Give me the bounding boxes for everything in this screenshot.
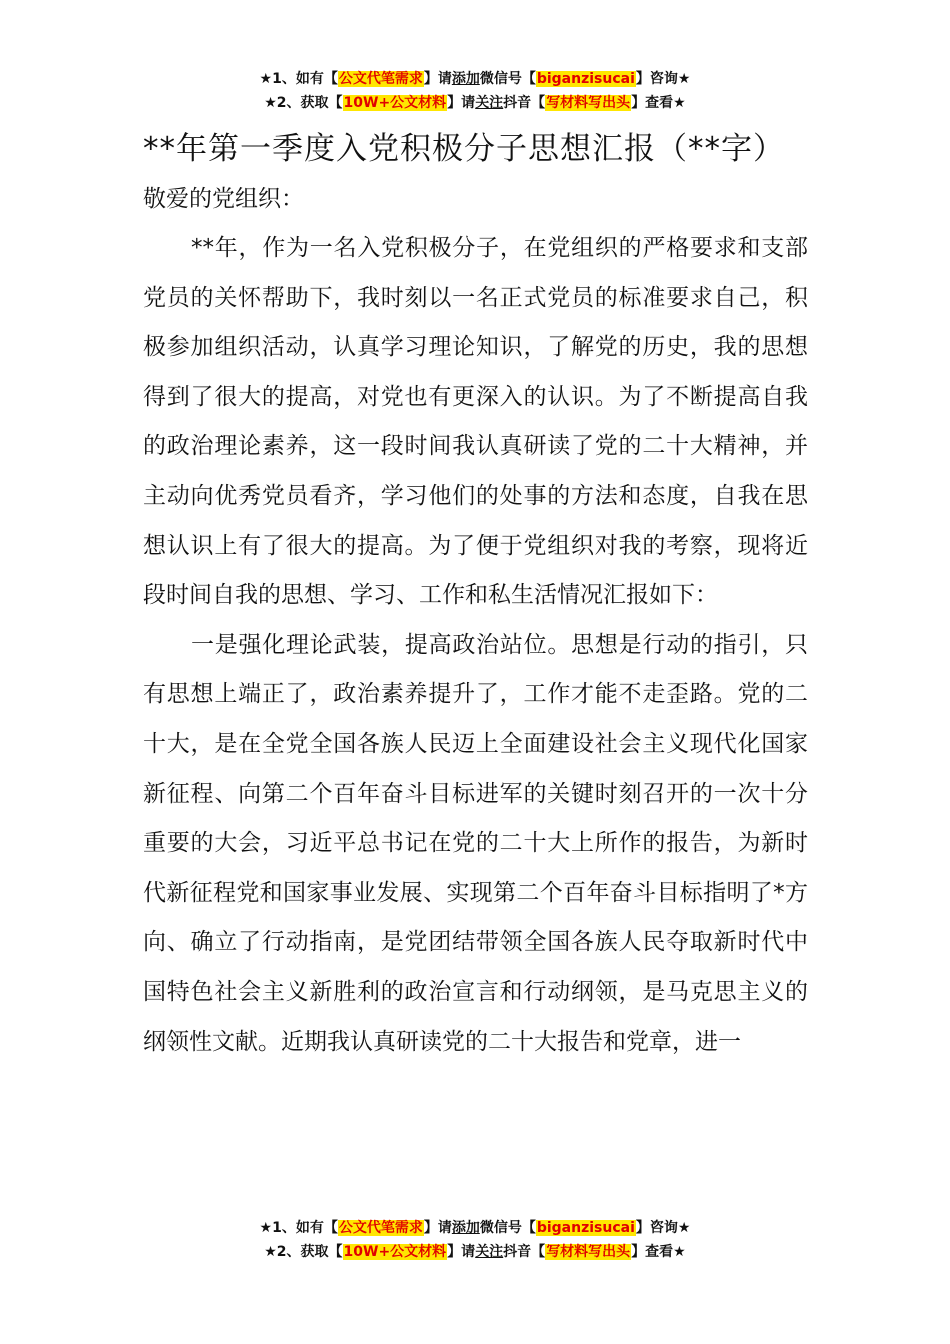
banner-line-2: [0, 91, 950, 115]
banner-text: 微信号【: [479, 71, 536, 87]
banner-text: ★1、如有【: [259, 71, 338, 87]
banner-text: 】请: [447, 1244, 476, 1260]
banner-highlight: 写材料写出头: [546, 95, 631, 111]
banner-text: 】请: [447, 95, 476, 111]
document-title: **年第一季度入党积极分子思想汇报（**字）: [143, 131, 785, 167]
banner-text: 抖音【: [503, 1244, 546, 1260]
banner-text: ★2、获取【: [264, 1244, 343, 1260]
banner-highlight: 公文代笔需求: [338, 71, 423, 87]
banner-highlight: 10W+公文材料: [343, 95, 447, 111]
banner-highlight: biganzisucai: [536, 71, 635, 87]
top-banner: [0, 67, 950, 115]
paragraph: 一是强化理论武装，提高政治站位。思想是行动的指引，只有思想上端正了，政治素养提升了，工作才能不走歪路。党的二十大，是在全党全国各族人民迈上全面建设社会主义现代化国家新征程、向第二个百年奋斗目标进军的关键时刻召开的一次十分重要的大会，习近平总书记在党的二十大上所作的报告，为新时代新征程党和国家事业发展、实现第二个百年奋斗目标指明了*方向、确立了行动指南，是党团结带领全国各族人民夺取新时代中国特色社会主义新胜利的政治宣言和行动纲领，是马克思主义的纲领性文献。近期我认真研读党的二十大报告和党章，进一: [143, 631, 808, 1055]
banner-text: ★2、获取【: [264, 95, 343, 111]
banner-text: 】请: [423, 71, 452, 87]
banner-underlined: 关注: [475, 95, 504, 111]
banner-line-1: [0, 1216, 950, 1240]
banner-text: 】咨询★: [635, 71, 691, 87]
banner-text: 】咨询★: [635, 1220, 691, 1236]
banner-underlined: 添加: [451, 71, 480, 87]
banner-underlined: 关注: [475, 1244, 504, 1260]
banner-line-1: [0, 67, 950, 91]
document-body: [143, 124, 808, 1067]
banner-text: ★1、如有【: [259, 1220, 338, 1236]
banner-line-2: [0, 1240, 950, 1264]
banner-highlight: biganzisucai: [536, 1220, 635, 1236]
banner-highlight: 10W+公文材料: [343, 1244, 447, 1260]
banner-text: 】请: [423, 1220, 452, 1236]
banner-text: 抖音【: [503, 95, 546, 111]
banner-highlight: 写材料写出头: [546, 1244, 631, 1260]
banner-text: 】查看★: [631, 1244, 686, 1260]
paragraph: **年，作为一名入党积极分子，在党组织的严格要求和支部党员的关怀帮助下，我时刻以一名正式党员的标准要求自己，积极参加组织活动，认真学习理论知识，了解党的历史，我的思想得到了很大的提高，对党也有更深入的认识。为了不断提高自我的政治理论素养，这一段时间我认真研读了党的二十大精神，并主动向优秀党员看齐，学习他们的处事的方法和态度，自我在思想认识上有了很大的提高。为了便于党组织对我的考察，现将近段时间自我的思想、学习、工作和私生活情况汇报如下：: [143, 235, 808, 609]
banner-highlight: 公文代笔需求: [338, 1220, 423, 1236]
banner-underlined: 添加: [451, 1220, 480, 1236]
salutation: 敬爱的党组织：: [143, 186, 304, 212]
bottom-banner: [0, 1216, 950, 1264]
banner-text: 】查看★: [631, 95, 686, 111]
banner-text: 微信号【: [479, 1220, 536, 1236]
